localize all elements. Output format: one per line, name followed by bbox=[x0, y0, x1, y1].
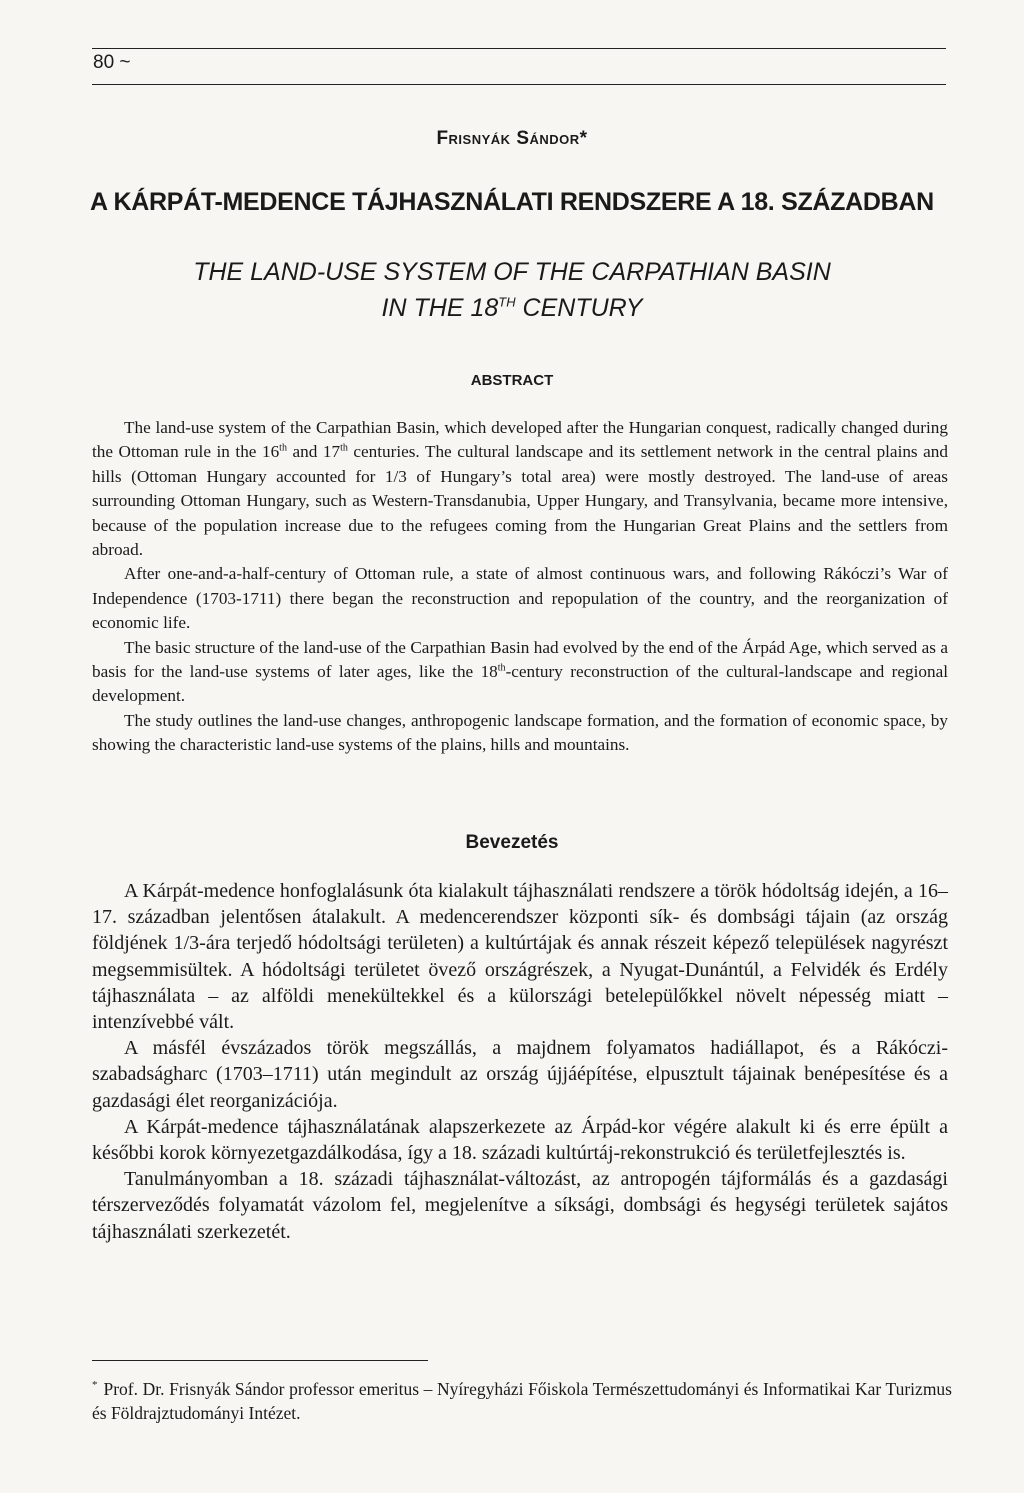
header-rule-bottom bbox=[92, 84, 946, 85]
abstract-p1-sup-1: th bbox=[279, 442, 287, 454]
abstract-p1-text-b: and 17 bbox=[286, 442, 341, 462]
subtitle-line-2-suffix: CENTURY bbox=[515, 294, 643, 322]
footnote bbox=[92, 1373, 952, 1425]
abstract-paragraph-2: After one-and-a-half-century of Ottoman rule, a state of almost continuous wars, and following Rákóczi’s War of Independence (1703-1711) there began the reconstruction and repopulation of the country, and the reorganization of economic life. bbox=[92, 564, 948, 633]
subtitle-superscript: TH bbox=[498, 294, 516, 310]
abstract-heading: ABSTRACT bbox=[470, 372, 554, 389]
body-paragraph-2: A másfél évszázados török megszállás, a majdnem folyamatos hadiállapot, és a Rákóczi-szabadságharc (1703–1711) után megindult az ország újjáépítése, elpusztult tájainak benépesítése és a gazdasági élet reorganizációja. bbox=[92, 1037, 948, 1112]
english-subtitle bbox=[100, 254, 924, 326]
abstract-p1-text-a: The land-use system of the Carpathian Basin, which developed after the Hungarian conquest, radically changed during the Ottoman rule in the 16 bbox=[92, 418, 948, 462]
abstract-p1-sup-2: th bbox=[340, 442, 348, 454]
body-paragraph-1: A Kárpát-medence honfoglalásunk óta kialakult tájhasználati rendszere a török hódoltság idején, a 16–17. században jelentősen átalakult. A medencerendszer központi sík- és dombsági tájain (az ország földjének 1/3-ára terjedő hódoltsági területen) a kultúrtájak és annak részeit képező települések nagyrészt megsemmisültek. A hódoltsági területet övező országrészek, a Nyugat-Dunántúl, a Felvidék és Erdély tájhasználata – az alföldi menekültekkel és a külországi betelepülőkkel növelt népesség miatt – intenzívebbé vált. bbox=[92, 880, 948, 1034]
page-number: 80 ~ bbox=[93, 52, 131, 73]
abstract-paragraph-3 bbox=[92, 636, 948, 709]
footnote-text: Prof. Dr. Frisnyák Sándor professor emeritus – Nyíregyházi Főiskola Természettudományi és Informatikai Kar Turizmus és Földrajztudományi Intézet. bbox=[92, 1378, 952, 1423]
body-paragraph-4: Tanulmányomban a 18. századi tájhasználat-változást, az antropogén tájformálás és a gazdasági térszerveződés folyamatát vázolom fel, megjelenítve a síksági, dombsági és hegységi területek sajátos tájhasználati szerkezetét. bbox=[92, 1168, 948, 1243]
abstract-p1-text-c: centuries. The cultural landscape and its settlement network in the central plains and hills (Ottoman Hungary accounted for 1/3 of Hungary’s total area) were mostly destroyed. The land-use of areas surrounding Ottoman Hungary, such as Western-Transdanubia, Upper Hungary, and Transylvania, became more intensive, because of the population increase due to the refugees coming from the Hungarian Great Plains and the settlers from abroad. bbox=[92, 442, 948, 560]
subtitle-line-1: THE LAND-USE SYSTEM OF THE CARPATHIAN BASIN bbox=[193, 258, 831, 286]
subtitle-line-2-prefix: IN THE 18 bbox=[381, 294, 499, 322]
author-name: Frisnyák Sándor* bbox=[436, 128, 588, 149]
subtitle-line-2 bbox=[100, 290, 924, 326]
abstract-paragraph-1 bbox=[92, 416, 948, 562]
footnote-mark: * bbox=[92, 1379, 98, 1391]
abstract-body bbox=[92, 416, 948, 758]
abstract-p3-text-a: The basic structure of the land-use of the Carpathian Basin had evolved by the end of the Árpád Age, which served as a basis for the land-use systems of later ages, like the 18 bbox=[92, 637, 948, 682]
section-heading: Bevezetés bbox=[465, 832, 559, 853]
footnote-rule bbox=[92, 1360, 428, 1361]
header-rule-top bbox=[92, 48, 946, 49]
section-body bbox=[92, 878, 948, 1245]
body-paragraph-3: A Kárpát-medence tájhasználatának alapszerkezete az Árpád-kor végére alakult ki és erre épült a későbbi korok környezetgazdálkodása, így a 18. századi kultúrtáj-rekonstrukció és területfejlesztés is. bbox=[92, 1115, 948, 1165]
abstract-paragraph-4: The study outlines the land-use changes, anthropogenic landscape formation, and the formation of economic space, by showing the characteristic land-use systems of the plains, hills and mountains. bbox=[92, 710, 948, 755]
abstract-p3-text-b: -century reconstruction of the cultural-landscape and regional development. bbox=[92, 662, 948, 706]
article-title: A KÁRPÁT-MEDENCE TÁJHASZNÁLATI RENDSZERE A 18. SZÁZADBAN bbox=[90, 188, 934, 216]
abstract-p3-sup: th bbox=[497, 662, 506, 674]
